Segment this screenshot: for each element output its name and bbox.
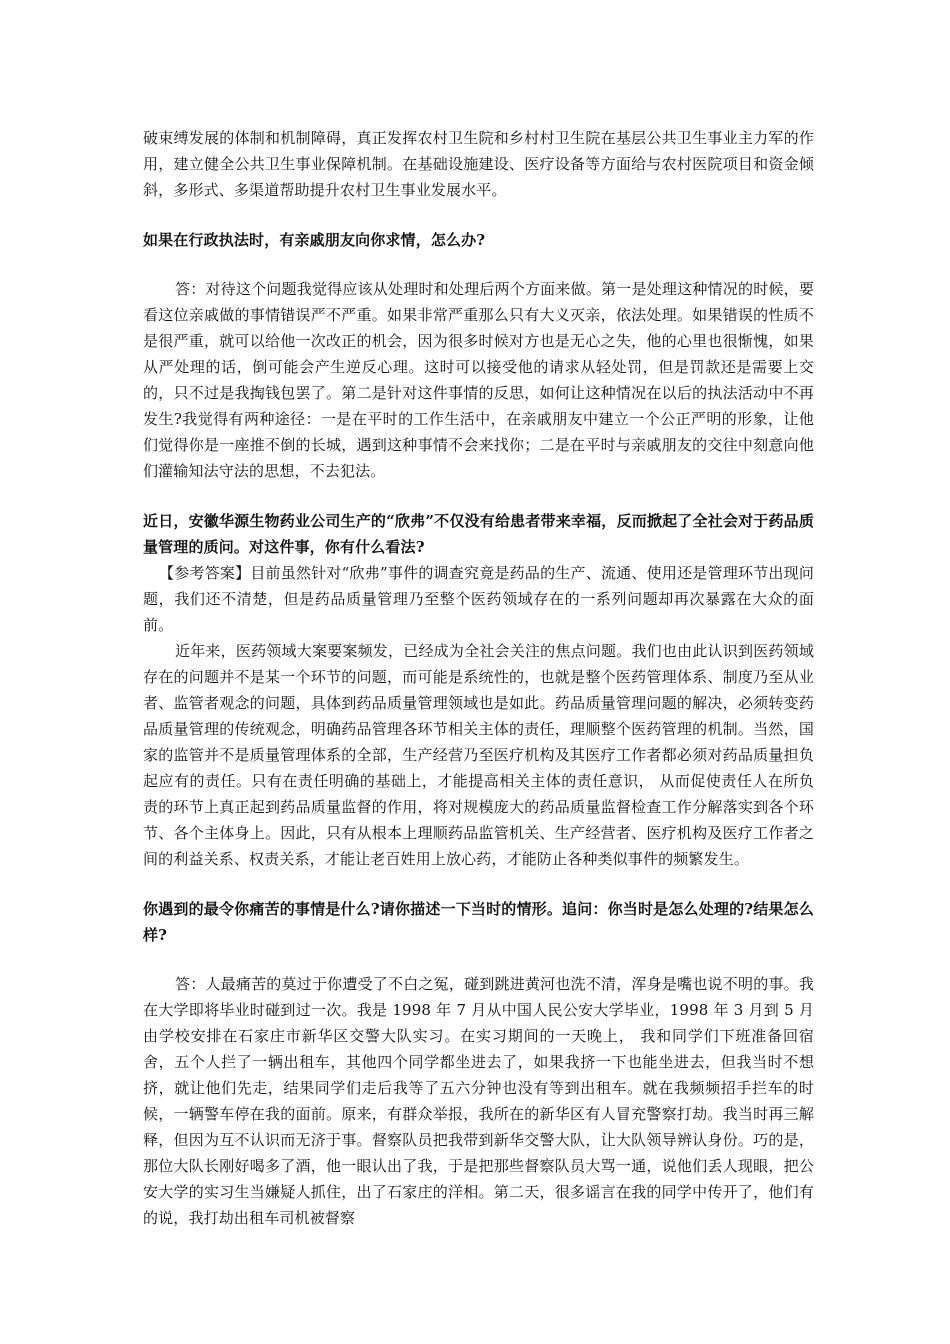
question-heading: 你遇到的最令你痛苦的事情是什么?请你描述一下当时的情形。追问：你当时是怎么处理的?结果怎么样? [143,900,814,944]
answer-paragraph: 答：对待这个问题我觉得应该从处理时和处理后两个方面来做。第一是处理这种情况的时候，要看这位亲戚做的事情错误严不严重。如果非常严重那么只有大义灭亲，依法处理。如果错误的性质不是很严重，就可以给他一次改正的机会，因为很多时候对方也是无心之失，他的心里也很惭愧，如果从严处理的话，倒可能会产生逆反心理。这时可以接受他的请求从轻处罚，但是罚款还是需要上交的，只不过是我掏钱包罢了。第二是针对这件事情的反思，如何让这种情况在以后的执法活动中不再发生?我觉得有两种途径：一是在平时的工作生活中，在亲戚朋友中建立一个公正严明的形象，让他们觉得你是一座推不倒的长城，遇到这种事情不会来找你；二是在平时与亲戚朋友的交往中刻意向他们灌输知法守法的思想，不去犯法。 [143,280,814,480]
answer-paragraph: 答：人最痛苦的莫过于你遭受了不白之冤，碰到跳进黄河也洗不清，浑身是嘴也说不明的事。我在大学即将毕业时碰到过一次。我是 1998 年 7 月从中国人民公安大学毕业，1998 年 3 月到 5 月由学校安排在石家庄市新华区交警大队实习。在实习期间的一天晚上， 我和同学们下班准备回宿舍，五个人拦了一辆出租车，其他四个同学都坐进去了，如果我挤一下也能坐进去，但我当时不想挤，就让他们先走，结果同学们走后我等了五六分钟也没有等到出租车。就在我频频招手拦车的时候，一辆警车停在我的面前。原来，有群众举报，我所在的新华区有人冒充警察打劫。我当时再三解释，但因为互不认识而无济于事。督察队员把我带到新华交警大队，让大队领导辨认身份。巧的是，那位大队长刚好喝多了酒，他一眼认出了我，于是把那些督察队员大骂一通，说他们丢人现眼，把公安大学的实习生当嫌疑人抓住，出了石家庄的洋相。第二天，很多谣言在我的同学中传开了，他们有的说，我打劫出租车司机被督察 [143,975,814,1227]
intro-paragraph: 破束缚发展的体制和机制障碍，真正发挥农村卫生院和乡村村卫生院在基层公共卫生事业主力军的作用，建立健全公共卫生事业保障机制。在基础设施建设、医疗设备等方面给与农村医院项目和资金倾斜，多形式、多渠道帮助提升农村卫生事业发展水平。 [143,129,814,199]
answer-paragraph: 近年来，医药领域大案要案频发，已经成为全社会关注的焦点问题。我们也由此认识到医药领域存在的问题并不是某一个环节的问题，而可能是系统性的，也就是整个医药管理体系、制度乃至从业者、监管者观念的问题，具体到药品质量管理领域也是如此。药品质量管理问题的解决，必须转变药品质量管理的传统观念，明确药品管理各环节相关主体的责任，理顺整个医药管理的机制。当然，国家的监管并不是质量管理体系的全部，生产经营乃至医疗机构及其医疗工作者都必须对药品质量担负起应有的责任。只有在责任明确的基础上，才能提高相关主体的责任意识， 从而促使责任人在所负责的环节上真正起到药品质量监督的作用，将对规模庞大的药品质量监督检查工作分解落实到各个环节、各个主体身上。因此，只有从根本上理顺药品监管机关、生产经营者、医疗机构及医疗工作者之间的利益关系、权责关系，才能让老百姓用上放心药，才能防止各种类似事件的频繁发生。 [143,642,814,868]
answer-paragraph: 【参考答案】目前虽然针对“欣弗”事件的调查究竟是药品的生产、流通、使用还是管理环节出现问题，我们还不清楚，但是药品质量管理乃至整个医药领域存在的一系列问题却再次暴露在大众的面前。 [143,564,814,634]
question-heading: 近日，安徽华源生物药业公司生产的“欣弗”不仅没有给患者带来幸福，反而掀起了全社会对于药品质量管理的质问。对这件事，你有什么看法? [143,512,814,556]
question-heading: 如果在行政执法时，有亲戚朋友向你求情，怎么办? [143,231,486,249]
